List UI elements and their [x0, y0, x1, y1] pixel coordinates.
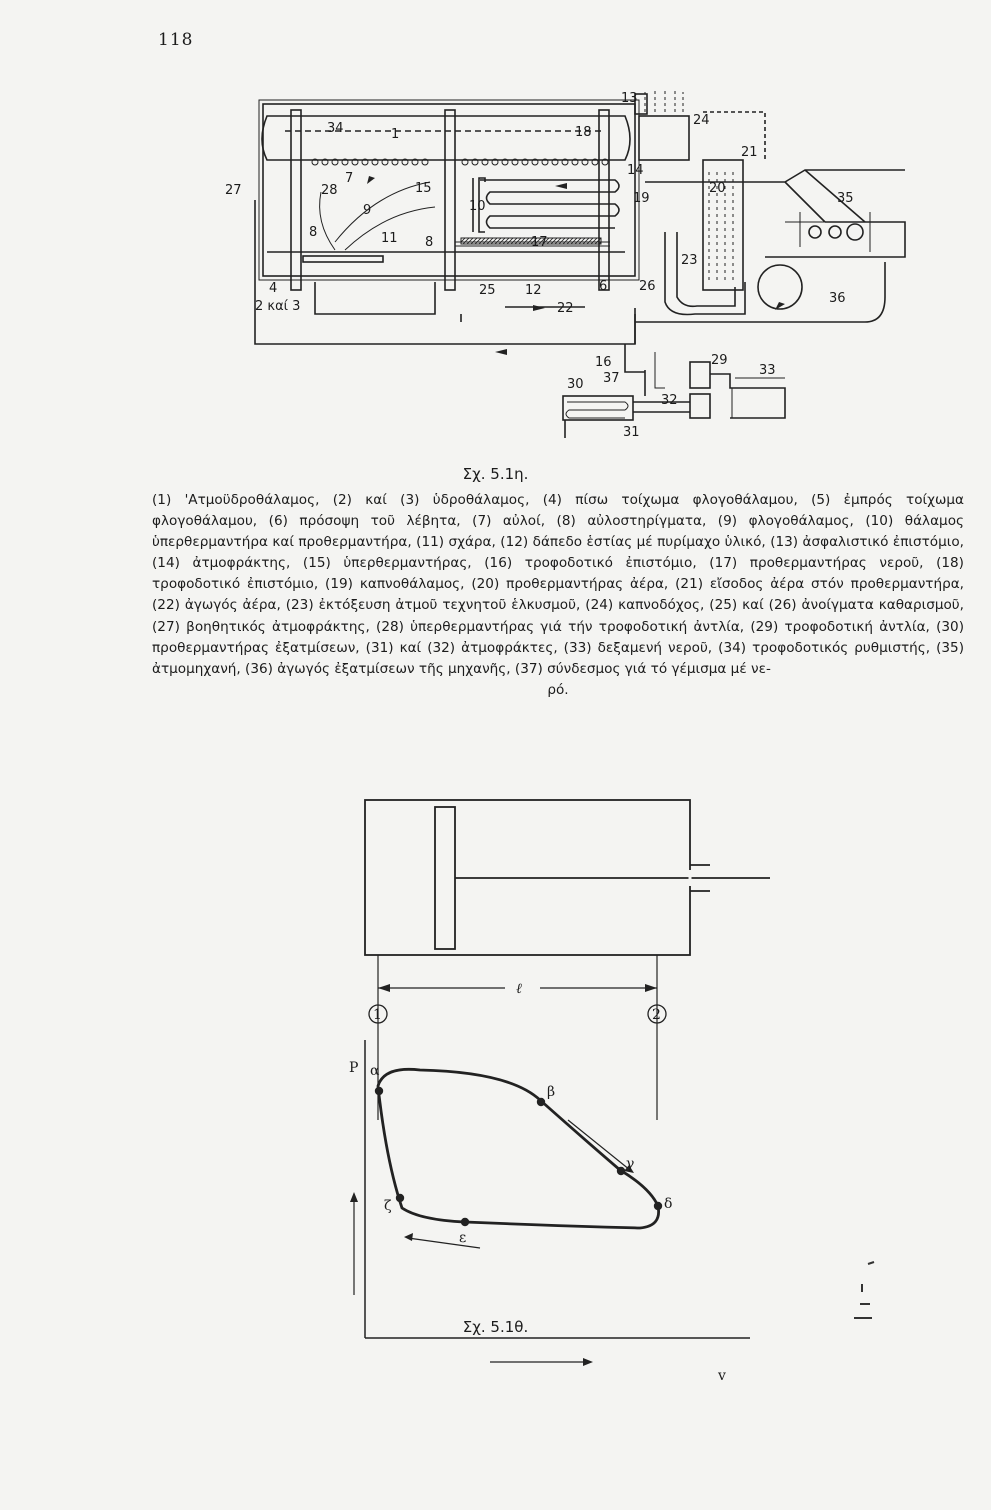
- label-24: 24: [693, 113, 710, 128]
- point-epsilon-label: ε: [459, 1230, 467, 1246]
- label-12: 12: [525, 283, 542, 298]
- label-2-and-3: 2 καί 3: [255, 299, 301, 314]
- label-10: 10: [469, 199, 486, 214]
- page-number: 118: [158, 30, 194, 50]
- label-4: 4: [269, 281, 278, 296]
- label-33: 33: [759, 363, 776, 378]
- indicator-diagram-figure: [340, 790, 800, 1510]
- label-19: 19: [633, 191, 650, 206]
- label-37: 37: [603, 371, 620, 386]
- margin-marks: [840, 1256, 880, 1326]
- label-31: 31: [623, 425, 640, 440]
- chimney-base: [639, 116, 689, 160]
- boiler-schematic-figure: [225, 82, 915, 452]
- pressure-arrow: [350, 1192, 358, 1202]
- tube-support-left: [291, 110, 301, 290]
- point-gamma-label: γ: [626, 1156, 635, 1172]
- label-8-left: 8: [309, 225, 318, 240]
- point-epsilon: [461, 1218, 469, 1226]
- label-16: 16: [595, 355, 612, 370]
- volume-arrow: [583, 1358, 593, 1366]
- point-delta: [654, 1202, 662, 1210]
- point-beta: [537, 1098, 545, 1106]
- point-gamma: [617, 1167, 625, 1175]
- label-17: 17: [531, 235, 548, 250]
- point-alpha-label: α: [370, 1063, 380, 1079]
- legend-end: ρό.: [547, 681, 569, 698]
- label-35: 35: [837, 191, 854, 206]
- label-15: 15: [415, 181, 432, 196]
- label-34: 34: [327, 121, 344, 136]
- label-32: 32: [661, 393, 678, 408]
- point-beta-label: β: [547, 1084, 556, 1100]
- point-delta-label: δ: [664, 1196, 673, 1212]
- label-7: 7: [345, 171, 354, 186]
- p-axis-label: P: [349, 1060, 359, 1076]
- label-8-right: 8: [425, 235, 434, 250]
- label-27: 27: [225, 183, 242, 198]
- position-2-label: 2: [652, 1007, 661, 1023]
- label-9: 9: [363, 203, 372, 218]
- exhaust-preheater: [563, 396, 633, 420]
- label-11: 11: [381, 231, 398, 246]
- point-alpha: [375, 1087, 383, 1095]
- label-18: 18: [575, 125, 592, 140]
- label-22: 22: [557, 301, 574, 316]
- label-6: 6: [599, 279, 608, 294]
- stroke-length-label: ℓ: [516, 981, 522, 997]
- legend-body: (1) 'Ατμοϋδροθάλαμος, (2) καί (3) ὑδροθάλαμος, (4) πίσω τοίχωμα φλογοθάλαμου, (5) ἐμπρός τοίχωμα φλογοθάλαμου, (6) πρόσοψη τοῦ λέβητα, (7) αὐλοί, (8) αὐλοστηρίγματα, (9) φλογοθάλαμος, (10) θάλαμος ὑπερθερμαντήρα καί προθερμαντήρα, (11) σχάρα, (12) δάπεδο ἑστίας μέ πυρίμαχο ὑλικό, (13) ἀσφαλιστικό ἐπιστόμιο, (14) ἀτμοφράκτης, (15) ὑπερθερμαντήρας, (16) τροφοδοτικό ἐπιστόμιο, (17) προθερμαντήρας νεροῦ, (18) τροφοδοτικό ἐπιστόμιο, (19) καπνοθάλαμος, (20) προθερμαντήρας ἀέρα, (21) εἴσοδος ἀέρα στόν προθερμαντήρα, (22) ἀγωγός ἀέρα, (23) ἐκτόξευση ἀτμοῦ τεχνητοῦ ἑλκυσμοῦ, (24) καπνοδόχος, (25) καί (26) ἀνοίγματα καθαρισμοῦ, (27) βοηθητικός ἀτμοφράκτης, (28) ὑπερθερμαντήρας γιά τήν τροφοδοτική ἀντλία, (29) τροφοδοτική ἀντλία, (30) προθερμαντήρας ἐξατμίσεων, (31) καί (32) ἀτμοφράκτες, (33) δεξαμενή νεροῦ, (34) τροφοδοτικός ρυθμιστής, (35) ἀτμομηχανή, (36) ἀγωγός ἐξατμίσεων τῆς μηχανῆς, (37) σύνδεσμος γιά τό γέμισμα μέ νε-: [152, 492, 964, 677]
- dimension-arrow-left: [378, 984, 390, 992]
- position-1-label: 1: [373, 1007, 382, 1023]
- label-13: 13: [621, 91, 638, 106]
- feed-pump: [690, 362, 710, 388]
- point-zeta-label: ζ: [384, 1198, 392, 1214]
- label-20: 20: [709, 181, 726, 196]
- figure-5-1h-legend: [152, 490, 964, 701]
- piston: [435, 807, 455, 949]
- label-29: 29: [711, 353, 728, 368]
- label-25: 25: [479, 283, 496, 298]
- v-axis-label: v: [718, 1368, 726, 1384]
- figure-5-1h-caption-title: Σχ. 5.1η.: [462, 465, 529, 483]
- label-36: 36: [829, 291, 846, 306]
- indicator-loop: [378, 1069, 659, 1228]
- label-30: 30: [567, 377, 584, 392]
- point-zeta: [396, 1194, 404, 1202]
- label-1: 1: [391, 127, 400, 142]
- label-28: 28: [321, 183, 338, 198]
- tube-support-right: [599, 110, 609, 290]
- label-26: 26: [639, 279, 656, 294]
- label-21: 21: [741, 145, 758, 160]
- dimension-arrow-right: [645, 984, 657, 992]
- label-14: 14: [627, 163, 644, 178]
- figure-5-1th-caption-title: Σχ. 5.1θ.: [462, 1318, 529, 1336]
- tube-support-middle: [445, 110, 455, 290]
- compression-arrow: [404, 1233, 413, 1241]
- label-23: 23: [681, 253, 698, 268]
